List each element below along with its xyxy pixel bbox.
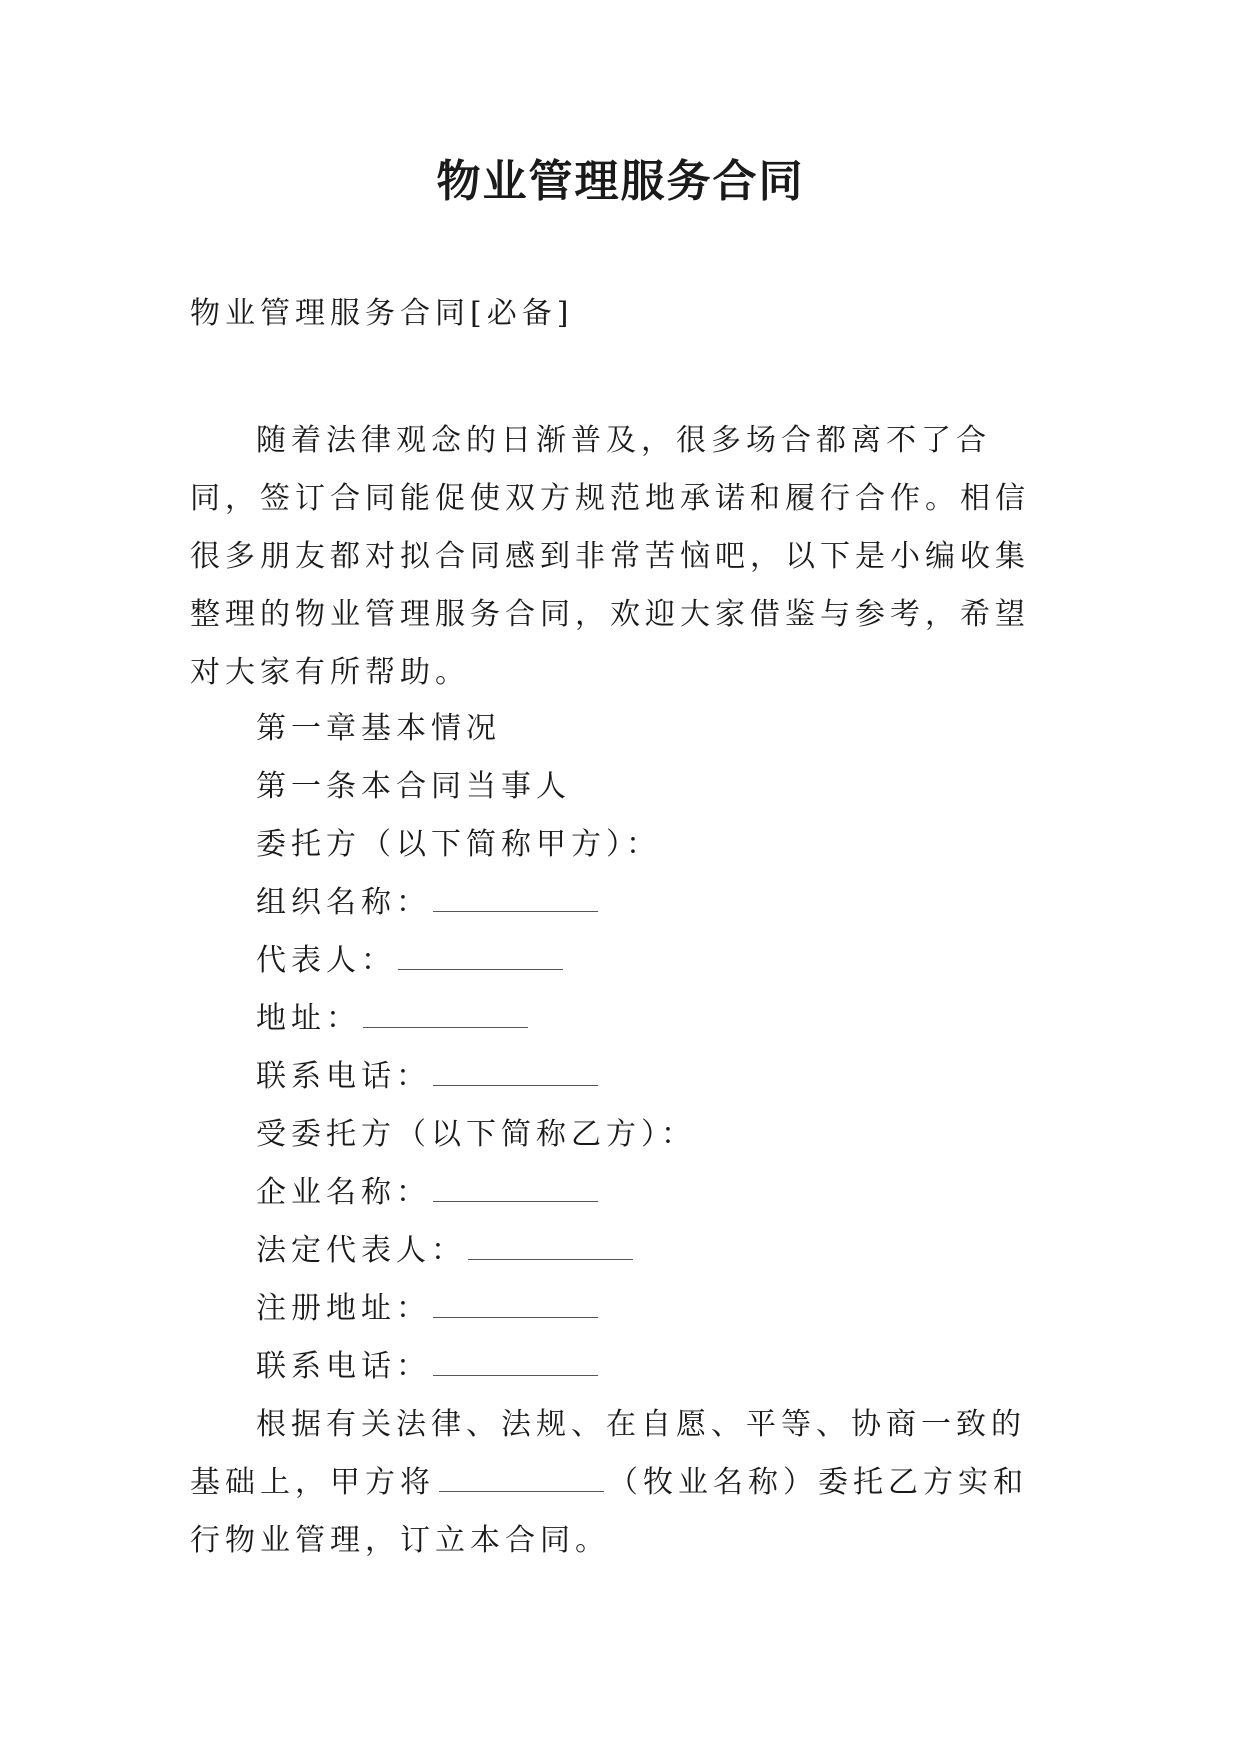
field-label: 注册地址： (256, 1291, 431, 1326)
document-subtitle: 物业管理服务合同[必备] (190, 296, 574, 331)
property-name-blank (439, 1463, 604, 1492)
contract-body (190, 700, 1060, 1570)
closing-paragraph (190, 1396, 1060, 1570)
party-a-org-name-row (190, 874, 1060, 932)
document-title: 物业管理服务合同 (436, 156, 805, 207)
party-b-heading: 受委托方（以下简称乙方）： (256, 1117, 696, 1152)
legal-rep-blank (468, 1231, 633, 1260)
party-a-address-row (190, 990, 1060, 1048)
field-label: 企业名称： (256, 1175, 431, 1210)
intro-paragraph (190, 412, 1060, 702)
company-name-blank (433, 1173, 598, 1202)
org-name-blank (433, 883, 598, 912)
party-a-representative-row (190, 932, 1060, 990)
address-blank (363, 999, 528, 1028)
party-b-company-name-row (190, 1164, 1060, 1222)
representative-blank (398, 941, 563, 970)
party-b-reg-address-row (190, 1280, 1060, 1338)
party-b-phone-row (190, 1338, 1060, 1396)
field-label: 法定代表人： (256, 1233, 466, 1268)
party-a-phone-row (190, 1048, 1060, 1106)
chapter-heading: 第一章基本情况 (256, 711, 501, 746)
field-label: 地址： (256, 1001, 361, 1036)
closing-text-1: 根据有关法律、法规、在自愿、平等、协商一致的基础上，甲方将 (190, 1407, 1026, 1500)
reg-address-blank (433, 1289, 598, 1318)
closing-text-2: （牧业名称）委托乙方实和行物业管理，订立本合同。 (190, 1465, 1028, 1558)
party-b-legal-rep-row (190, 1222, 1060, 1280)
field-label: 代表人： (256, 943, 396, 978)
intro-text: 随着法律观念的日渐普及，很多场合都离不了合同，签订合同能促使双方规范地承诺和履行合作。相信很多朋友都对拟合同感到非常苦恼吧，以下是小编收集整理的物业管理服务合同，欢迎大家借鉴与参考，希望对大家有所帮助。 (190, 423, 1030, 690)
field-label: 联系电话： (256, 1349, 431, 1384)
article-heading: 第一条本合同当事人 (256, 769, 571, 804)
field-label: 联系电话： (256, 1059, 431, 1094)
field-label: 组织名称： (256, 885, 431, 920)
phone-blank (433, 1347, 598, 1376)
phone-blank (433, 1057, 598, 1086)
party-a-heading: 委托方（以下简称甲方）： (256, 827, 661, 862)
